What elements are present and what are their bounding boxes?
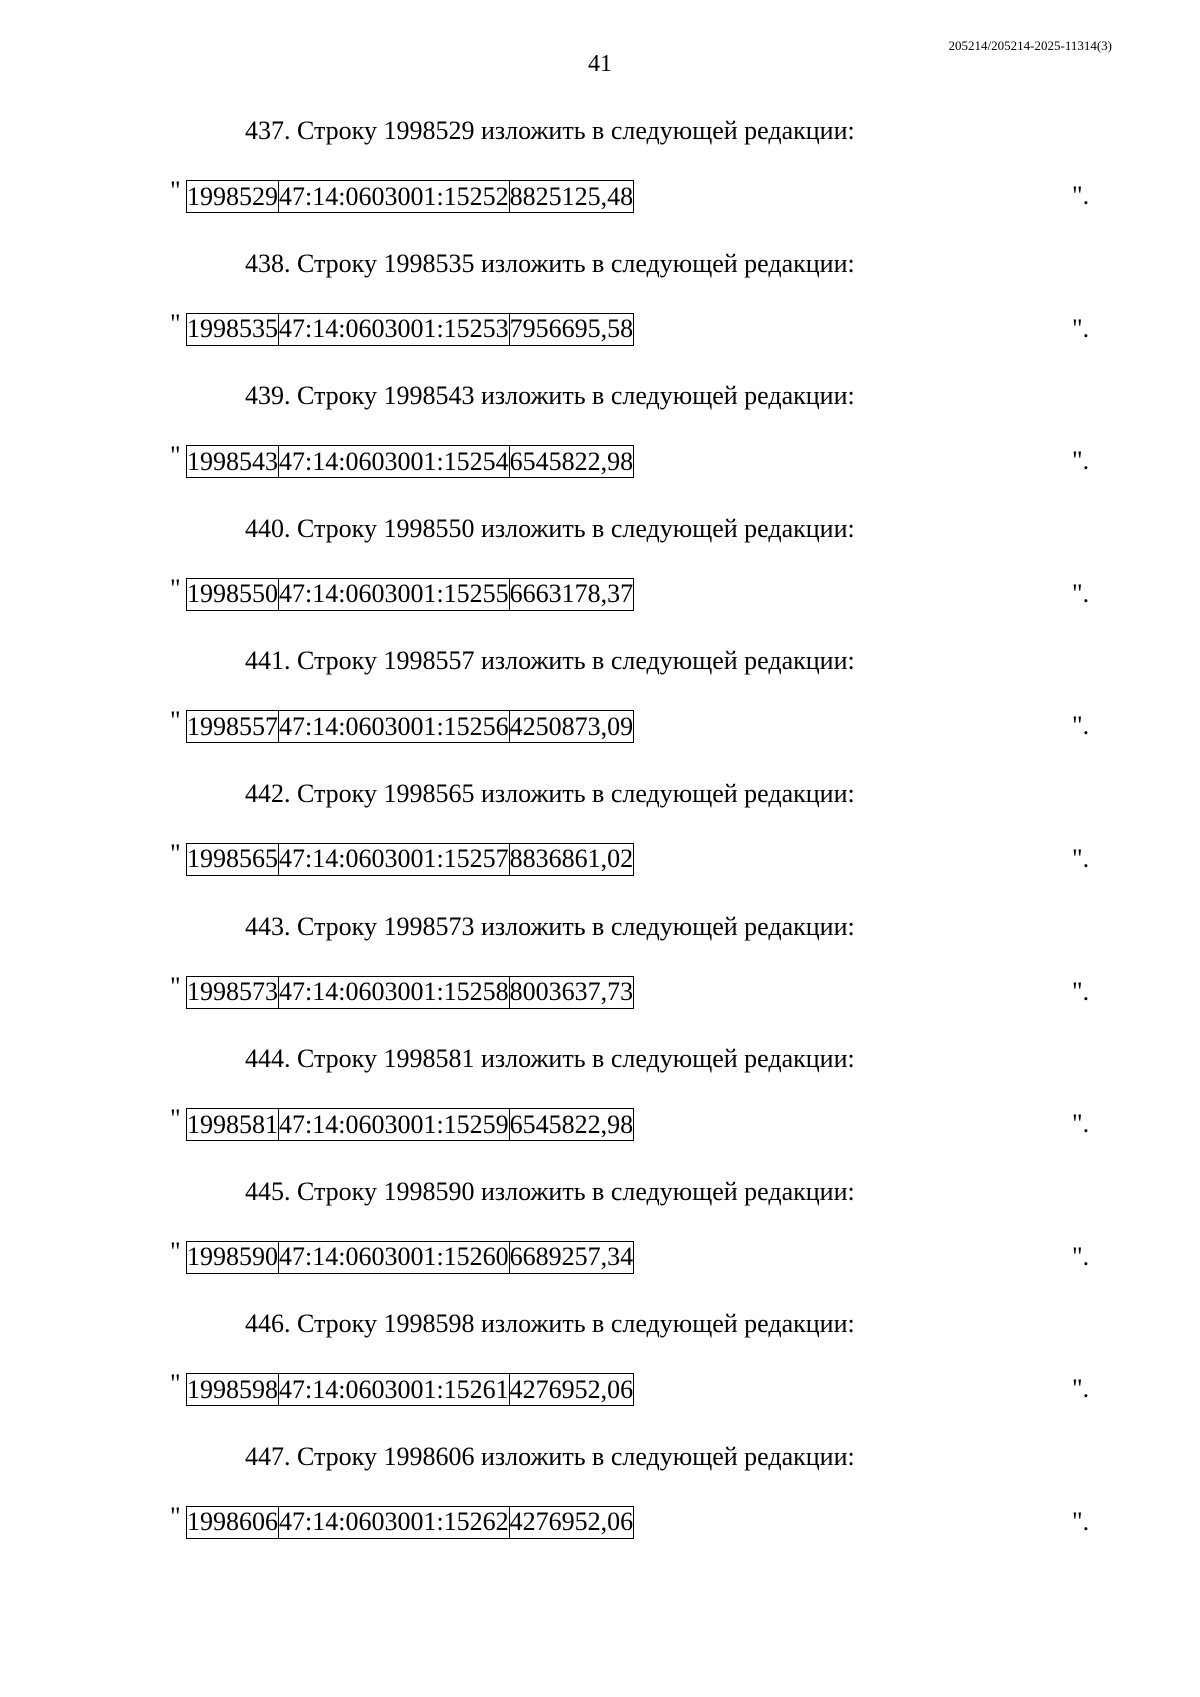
- amendment-instruction: 446. Строку 1998598 изложить в следующей редакции:: [245, 1309, 855, 1339]
- row-number-cell: 1998565: [187, 844, 278, 874]
- amendment-entry: [0, 1297, 1200, 1430]
- document-code: 205214/205214-2025-11314(3): [948, 38, 1112, 53]
- value-cell: 8003637,73: [509, 977, 634, 1007]
- cadastral-number-cell: 47:14:0603001:15255: [279, 579, 509, 609]
- closing-quote: ".: [1072, 1241, 1090, 1271]
- row-number-cell: 1998550: [187, 579, 278, 609]
- closing-quote: ".: [1072, 1109, 1090, 1139]
- opening-quote: ": [170, 308, 181, 338]
- replacement-table: [186, 578, 634, 611]
- replacement-table: [186, 710, 634, 743]
- row-number-cell: 1998557: [187, 711, 278, 741]
- closing-quote: ".: [1072, 578, 1090, 608]
- row-number-cell: 1998581: [187, 1109, 278, 1139]
- amendment-list: [0, 104, 1200, 1563]
- replacement-table: [186, 445, 634, 478]
- row-number-cell: 1998573: [187, 977, 278, 1007]
- amendment-entry: [0, 369, 1200, 502]
- closing-quote: ".: [1072, 181, 1090, 210]
- row-number-cell: 1998535: [187, 314, 278, 344]
- closing-quote: ".: [1072, 711, 1090, 741]
- amendment-instruction: 438. Строку 1998535 изложить в следующей редакции:: [245, 248, 855, 278]
- cadastral-number-cell: 47:14:0603001:15262: [279, 1507, 509, 1537]
- value-cell: 6545822,98: [509, 446, 634, 476]
- opening-quote: ": [170, 971, 181, 1001]
- row-number-cell: 1998543: [187, 446, 278, 476]
- cadastral-number-cell: 47:14:0603001:15252: [279, 181, 509, 211]
- row-number-cell: 1998606: [187, 1507, 278, 1537]
- amendment-instruction: 445. Строку 1998590 изложить в следующей редакции:: [245, 1176, 855, 1206]
- opening-quote: ": [170, 1104, 181, 1134]
- cadastral-number-cell: 47:14:0603001:15253: [279, 314, 509, 344]
- value-cell: 4276952,06: [509, 1374, 634, 1404]
- opening-quote: ": [170, 441, 181, 471]
- opening-quote: ": [170, 1236, 181, 1266]
- amendment-entry: [0, 1165, 1200, 1298]
- value-cell: 6663178,37: [509, 579, 634, 609]
- amendment-entry: [0, 767, 1200, 900]
- closing-quote: ".: [1072, 1506, 1090, 1536]
- amendment-instruction: 439. Строку 1998543 изложить в следующей редакции:: [245, 381, 855, 411]
- amendment-instruction: 441. Строку 1998557 изложить в следующей редакции:: [245, 646, 855, 676]
- closing-quote: ".: [1072, 976, 1090, 1006]
- replacement-table: [186, 1108, 634, 1141]
- amendment-instruction: 444. Строку 1998581 изложить в следующей редакции:: [245, 1044, 855, 1074]
- closing-quote: ".: [1072, 446, 1090, 476]
- replacement-table: [186, 1241, 634, 1274]
- opening-quote: ": [170, 1501, 181, 1531]
- row-number-cell: 1998529: [187, 181, 278, 211]
- page-number: 41: [588, 51, 612, 77]
- amendment-entry: [0, 1032, 1200, 1165]
- row-number-cell: 1998598: [187, 1374, 278, 1404]
- opening-quote: ": [170, 1369, 181, 1399]
- amendment-instruction: 437. Строку 1998529 изложить в следующей редакции:: [245, 116, 855, 145]
- value-cell: 6689257,34: [509, 1242, 634, 1272]
- closing-quote: ".: [1072, 1374, 1090, 1404]
- cadastral-number-cell: 47:14:0603001:15257: [279, 844, 509, 874]
- amendment-entry: [0, 900, 1200, 1033]
- cadastral-number-cell: 47:14:0603001:15256: [279, 711, 509, 741]
- amendment-instruction: 440. Строку 1998550 изложить в следующей редакции:: [245, 513, 855, 543]
- amendment-entry: [0, 502, 1200, 635]
- value-cell: 8836861,02: [509, 844, 634, 874]
- replacement-table: [186, 313, 634, 346]
- opening-quote: ": [170, 573, 181, 603]
- value-cell: 6545822,98: [509, 1109, 634, 1139]
- amendment-entry: [0, 104, 1200, 237]
- cadastral-number-cell: 47:14:0603001:15258: [279, 977, 509, 1007]
- amendment-instruction: 447. Строку 1998606 изложить в следующей редакции:: [245, 1441, 855, 1471]
- opening-quote: ": [170, 176, 181, 205]
- amendment-instruction: 443. Строку 1998573 изложить в следующей редакции:: [245, 911, 855, 941]
- value-cell: 8825125,48: [509, 181, 634, 211]
- replacement-table: [186, 180, 634, 213]
- amendment-entry: [0, 1430, 1200, 1563]
- value-cell: 4276952,06: [509, 1507, 634, 1537]
- value-cell: 4250873,09: [509, 711, 634, 741]
- amendment-entry: [0, 237, 1200, 370]
- replacement-table: [186, 976, 634, 1009]
- cadastral-number-cell: 47:14:0603001:15254: [279, 446, 509, 476]
- amendment-entry: [0, 634, 1200, 767]
- replacement-table: [186, 1506, 634, 1539]
- row-number-cell: 1998590: [187, 1242, 278, 1272]
- cadastral-number-cell: 47:14:0603001:15259: [279, 1109, 509, 1139]
- amendment-instruction: 442. Строку 1998565 изложить в следующей редакции:: [245, 778, 855, 808]
- value-cell: 7956695,58: [509, 314, 634, 344]
- opening-quote: ": [170, 838, 181, 868]
- replacement-table: [186, 1373, 634, 1406]
- replacement-table: [186, 843, 634, 876]
- opening-quote: ": [170, 706, 181, 736]
- cadastral-number-cell: 47:14:0603001:15261: [279, 1374, 509, 1404]
- cadastral-number-cell: 47:14:0603001:15260: [279, 1242, 509, 1272]
- closing-quote: ".: [1072, 313, 1090, 343]
- closing-quote: ".: [1072, 843, 1090, 873]
